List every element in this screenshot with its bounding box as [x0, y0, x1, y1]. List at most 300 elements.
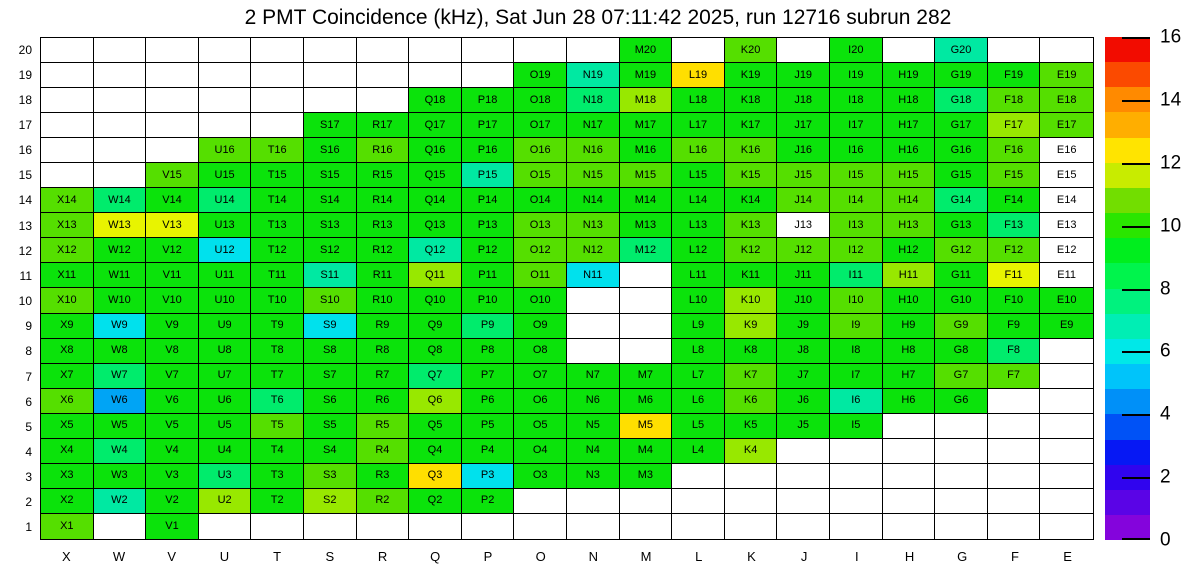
colorbar-band	[1105, 263, 1150, 288]
grid-cell: M5	[620, 414, 673, 439]
colorbar-band	[1105, 440, 1150, 465]
grid-cell: N14	[567, 188, 620, 213]
grid-cell: V4	[146, 439, 199, 464]
grid-cell-empty	[514, 38, 567, 63]
grid-cell: K9	[725, 314, 778, 339]
grid-cell: Q4	[409, 439, 462, 464]
grid-cell: T5	[251, 414, 304, 439]
grid-cell-empty	[777, 514, 830, 539]
column-label: R	[377, 548, 388, 564]
grid-cell: X11	[41, 263, 94, 288]
grid-cell: O14	[514, 188, 567, 213]
grid-cell-empty	[146, 38, 199, 63]
grid-cell: L4	[672, 439, 725, 464]
grid-cell: U14	[199, 188, 252, 213]
grid-cell: O19	[514, 63, 567, 88]
grid-cell: G19	[935, 63, 988, 88]
grid-cell: J9	[777, 314, 830, 339]
grid-cell: F15	[988, 163, 1041, 188]
grid-cell: O11	[514, 263, 567, 288]
grid-cell: U5	[199, 414, 252, 439]
grid-cell: P17	[462, 113, 515, 138]
grid-cell: K18	[725, 88, 778, 113]
grid-cell: T16	[251, 138, 304, 163]
grid-cell: S5	[304, 414, 357, 439]
row-label: 7	[25, 369, 32, 384]
grid-cell-empty	[567, 314, 620, 339]
grid-cell: J14	[777, 188, 830, 213]
grid-cell: X4	[41, 439, 94, 464]
grid-cell: U3	[199, 464, 252, 489]
grid-cell: O3	[514, 464, 567, 489]
grid-cell: I5	[830, 414, 883, 439]
grid-cell-empty	[883, 414, 936, 439]
grid-cell-empty	[41, 163, 94, 188]
grid-cell: S7	[304, 364, 357, 389]
grid-cell: F7	[988, 364, 1041, 389]
column-label: F	[1010, 548, 1019, 564]
grid-cell: N7	[567, 364, 620, 389]
grid-cell: O9	[514, 314, 567, 339]
grid-cell: P13	[462, 213, 515, 238]
grid-cell: X6	[41, 389, 94, 414]
colorbar-band	[1105, 238, 1150, 263]
grid-cell: E19	[1040, 63, 1093, 88]
grid-cell-empty	[988, 389, 1041, 414]
grid-cell: S10	[304, 288, 357, 313]
colorbar-tick	[1122, 163, 1150, 165]
grid-cell: R13	[357, 213, 410, 238]
grid-cell: O15	[514, 163, 567, 188]
grid-cell-empty	[725, 514, 778, 539]
grid-cell: G9	[935, 314, 988, 339]
grid-cell: N5	[567, 414, 620, 439]
grid-cell: Q18	[409, 88, 462, 113]
grid-cell: T9	[251, 314, 304, 339]
grid-cell: U7	[199, 364, 252, 389]
grid-cell-empty	[94, 88, 147, 113]
grid-cell-empty	[199, 88, 252, 113]
grid-cell-empty	[41, 38, 94, 63]
grid-cell-empty	[462, 63, 515, 88]
grid-cell: P12	[462, 238, 515, 263]
grid-cell-empty	[409, 63, 462, 88]
grid-cell-empty	[988, 439, 1041, 464]
grid-cell: H8	[883, 339, 936, 364]
grid-cell-empty	[357, 514, 410, 539]
grid-cell: F19	[988, 63, 1041, 88]
grid-cell-empty	[304, 38, 357, 63]
grid-cell: L12	[672, 238, 725, 263]
row-label: 2	[25, 495, 32, 510]
grid-cell: W9	[94, 314, 147, 339]
grid-cell: N18	[567, 88, 620, 113]
grid-cell: Q15	[409, 163, 462, 188]
grid-cell-empty	[251, 113, 304, 138]
grid-cell: O10	[514, 288, 567, 313]
grid-cell: F11	[988, 263, 1041, 288]
grid-cell: Q12	[409, 238, 462, 263]
grid-cell: L7	[672, 364, 725, 389]
row-label: 13	[18, 218, 32, 233]
grid-cell: R8	[357, 339, 410, 364]
grid-cell: M19	[620, 63, 673, 88]
grid-cell: E15	[1040, 163, 1093, 188]
colorbar-tick	[1122, 414, 1150, 416]
grid-cell: P4	[462, 439, 515, 464]
grid-cell: F8	[988, 339, 1041, 364]
grid-cell: K5	[725, 414, 778, 439]
grid-cell: H10	[883, 288, 936, 313]
grid-cell: Q8	[409, 339, 462, 364]
grid-cell: T13	[251, 213, 304, 238]
grid-cell: G6	[935, 389, 988, 414]
colorbar-band	[1105, 389, 1150, 414]
grid-cell: W10	[94, 288, 147, 313]
grid-cell: T2	[251, 489, 304, 514]
grid-cell-empty	[777, 38, 830, 63]
column-label: L	[695, 548, 703, 564]
grid-cell: I16	[830, 138, 883, 163]
grid-cell: U15	[199, 163, 252, 188]
colorbar-tick	[1122, 100, 1150, 102]
grid-cell: J12	[777, 238, 830, 263]
grid-cell: G18	[935, 88, 988, 113]
grid-cell: L15	[672, 163, 725, 188]
grid-cell: S3	[304, 464, 357, 489]
grid-cell: H11	[883, 263, 936, 288]
grid-cell: X13	[41, 213, 94, 238]
grid-cell: K14	[725, 188, 778, 213]
grid-cell: M15	[620, 163, 673, 188]
grid-cell: I11	[830, 263, 883, 288]
grid-cell: V6	[146, 389, 199, 414]
grid-cell-empty	[409, 514, 462, 539]
grid-cell: S15	[304, 163, 357, 188]
grid-cell: W14	[94, 188, 147, 213]
grid-cell: Q9	[409, 314, 462, 339]
grid-cell: L18	[672, 88, 725, 113]
grid-cell: V9	[146, 314, 199, 339]
grid-cell-empty	[462, 38, 515, 63]
grid-cell: S13	[304, 213, 357, 238]
row-label: 16	[18, 143, 32, 158]
grid-cell: M6	[620, 389, 673, 414]
grid-cell: X8	[41, 339, 94, 364]
grid-cell: H6	[883, 389, 936, 414]
grid-cell: R9	[357, 314, 410, 339]
grid-cell: E13	[1040, 213, 1093, 238]
colorbar-tick-label: 2	[1160, 466, 1171, 488]
grid-cell: G12	[935, 238, 988, 263]
grid-cell-empty	[146, 88, 199, 113]
grid-cell: W7	[94, 364, 147, 389]
grid-cell: L5	[672, 414, 725, 439]
grid-cell: I8	[830, 339, 883, 364]
row-label: 12	[18, 243, 32, 258]
grid-cell-empty	[620, 314, 673, 339]
row-label: 6	[25, 394, 32, 409]
grid-cell-empty	[357, 38, 410, 63]
colorbar-tick-label: 6	[1160, 340, 1171, 362]
grid-cell: P10	[462, 288, 515, 313]
grid-cell: H14	[883, 188, 936, 213]
column-label: O	[535, 548, 546, 564]
grid-cell: L11	[672, 263, 725, 288]
grid-cell-empty	[725, 489, 778, 514]
colorbar-band	[1105, 364, 1150, 389]
row-label: 4	[25, 444, 32, 459]
grid-cell-empty	[883, 439, 936, 464]
grid-cell: I6	[830, 389, 883, 414]
grid-cell-empty	[251, 63, 304, 88]
grid-cell: M7	[620, 364, 673, 389]
grid-cell: I17	[830, 113, 883, 138]
grid-cell: R3	[357, 464, 410, 489]
grid-cell: O16	[514, 138, 567, 163]
grid-cell: G8	[935, 339, 988, 364]
grid-cell: I19	[830, 63, 883, 88]
grid-cell-empty	[1040, 514, 1093, 539]
grid-cell-empty	[988, 414, 1041, 439]
grid-cell: E10	[1040, 288, 1093, 313]
grid-cell-empty	[1040, 38, 1093, 63]
grid-cell: H7	[883, 364, 936, 389]
grid-cell: H15	[883, 163, 936, 188]
grid-cell: J5	[777, 414, 830, 439]
grid-cell: P8	[462, 339, 515, 364]
column-label: X	[62, 548, 71, 564]
grid-cell: R15	[357, 163, 410, 188]
grid-cell: K17	[725, 113, 778, 138]
grid-cell: F18	[988, 88, 1041, 113]
grid-cell: U16	[199, 138, 252, 163]
column-label: T	[273, 548, 282, 564]
grid-cell: F16	[988, 138, 1041, 163]
colorbar-band	[1105, 515, 1150, 540]
grid-cell: L8	[672, 339, 725, 364]
grid-cell-empty	[883, 514, 936, 539]
column-label: V	[167, 548, 177, 564]
grid-cell-empty	[567, 489, 620, 514]
grid-cell: R10	[357, 288, 410, 313]
grid-cell: S12	[304, 238, 357, 263]
grid-cell: H18	[883, 88, 936, 113]
grid-cell: Q7	[409, 364, 462, 389]
grid-cell-empty	[1040, 389, 1093, 414]
grid-cell: W4	[94, 439, 147, 464]
grid-cell-empty	[41, 138, 94, 163]
grid-cell-empty	[883, 489, 936, 514]
grid-cell: U6	[199, 389, 252, 414]
grid-cell: E9	[1040, 314, 1093, 339]
row-label: 14	[18, 193, 32, 208]
grid-cell: U11	[199, 263, 252, 288]
grid-cell: W3	[94, 464, 147, 489]
grid-cell: P7	[462, 364, 515, 389]
grid-cell-empty	[620, 514, 673, 539]
grid-cell-empty	[935, 514, 988, 539]
colorbar-band	[1105, 37, 1150, 62]
grid-cell: E14	[1040, 188, 1093, 213]
grid-cell: G14	[935, 188, 988, 213]
grid-cell: J19	[777, 63, 830, 88]
grid-cell: X1	[41, 514, 94, 539]
grid-cell: I15	[830, 163, 883, 188]
grid-cell: M4	[620, 439, 673, 464]
grid-cell: F17	[988, 113, 1041, 138]
grid-cell: R16	[357, 138, 410, 163]
grid-cell: X10	[41, 288, 94, 313]
grid-cell: M14	[620, 188, 673, 213]
grid-cell-empty	[514, 514, 567, 539]
grid-cell: T4	[251, 439, 304, 464]
grid-cell-empty	[672, 38, 725, 63]
grid-cell: R12	[357, 238, 410, 263]
grid-cell-empty	[567, 38, 620, 63]
grid-cell: I7	[830, 364, 883, 389]
grid-cell: J13	[777, 213, 830, 238]
grid-cell-empty	[620, 288, 673, 313]
grid-cell: H13	[883, 213, 936, 238]
grid-cell: F14	[988, 188, 1041, 213]
grid-cell-empty	[357, 88, 410, 113]
column-label: W	[112, 548, 126, 564]
grid-cell: U13	[199, 213, 252, 238]
grid-cell: Q17	[409, 113, 462, 138]
grid-cell: S4	[304, 439, 357, 464]
grid-cell: U8	[199, 339, 252, 364]
grid-cell-empty	[41, 88, 94, 113]
grid-cell-empty	[41, 63, 94, 88]
grid-cell: R5	[357, 414, 410, 439]
grid-cell: V13	[146, 213, 199, 238]
grid-cell: P6	[462, 389, 515, 414]
row-label: 20	[18, 42, 32, 57]
grid-cell: E11	[1040, 263, 1093, 288]
grid-cell: P11	[462, 263, 515, 288]
column-label: H	[904, 548, 915, 564]
grid-cell: W5	[94, 414, 147, 439]
grid-cell-empty	[146, 113, 199, 138]
grid-cell: M3	[620, 464, 673, 489]
grid-cell: V7	[146, 364, 199, 389]
grid-cell: V1	[146, 514, 199, 539]
grid-cell: R17	[357, 113, 410, 138]
column-label: P	[483, 548, 493, 564]
grid-cell: T11	[251, 263, 304, 288]
grid-cell: N12	[567, 238, 620, 263]
grid-cell-empty	[199, 38, 252, 63]
grid-cell: V12	[146, 238, 199, 263]
grid-cell-empty	[567, 339, 620, 364]
grid-cell-empty	[620, 339, 673, 364]
grid-cell: L19	[672, 63, 725, 88]
colorbar-tick	[1122, 226, 1150, 228]
grid-cell: W6	[94, 389, 147, 414]
grid-cell: R7	[357, 364, 410, 389]
grid-cell-empty	[988, 464, 1041, 489]
grid-cell: S8	[304, 339, 357, 364]
grid-cell: P14	[462, 188, 515, 213]
grid-cell: M16	[620, 138, 673, 163]
grid-cell: N11	[567, 263, 620, 288]
grid-cell: J8	[777, 339, 830, 364]
column-label: I	[855, 548, 859, 564]
grid-cell: O5	[514, 414, 567, 439]
grid-cell-empty	[304, 88, 357, 113]
grid-cell: K19	[725, 63, 778, 88]
grid-cell-empty	[935, 489, 988, 514]
grid-cell: F12	[988, 238, 1041, 263]
grid-cell-empty	[777, 439, 830, 464]
colorbar-tick-label: 0	[1160, 529, 1171, 551]
row-label: 3	[25, 470, 32, 485]
column-label: Q	[430, 548, 441, 564]
grid-cell-empty	[935, 464, 988, 489]
grid-cell: M20	[620, 38, 673, 63]
grid-cell-empty	[146, 63, 199, 88]
grid-cell: X9	[41, 314, 94, 339]
grid-cell: I13	[830, 213, 883, 238]
colorbar-tick-label: 8	[1160, 278, 1171, 299]
grid-cell-empty	[304, 63, 357, 88]
grid-cell: X14	[41, 188, 94, 213]
grid-cell: R14	[357, 188, 410, 213]
grid-cell-empty	[94, 63, 147, 88]
grid-cell: J7	[777, 364, 830, 389]
grid-cell: F13	[988, 213, 1041, 238]
grid-cell-empty	[988, 514, 1041, 539]
grid-cell: F9	[988, 314, 1041, 339]
grid-cell: K20	[725, 38, 778, 63]
grid-cell: T12	[251, 238, 304, 263]
grid-cell: R4	[357, 439, 410, 464]
colorbar-band	[1105, 163, 1150, 188]
row-label: 1	[25, 520, 32, 535]
row-label: 5	[25, 419, 32, 434]
grid-cell: M13	[620, 213, 673, 238]
grid-cell-empty	[935, 414, 988, 439]
grid-cell-empty	[94, 38, 147, 63]
grid-cell: G16	[935, 138, 988, 163]
grid-cell: O8	[514, 339, 567, 364]
grid-cell-empty	[777, 489, 830, 514]
grid-cell: T6	[251, 389, 304, 414]
grid-cell: Q3	[409, 464, 462, 489]
grid-cell: V5	[146, 414, 199, 439]
column-label: G	[957, 548, 968, 564]
grid-cell-empty	[409, 38, 462, 63]
grid-cell: O6	[514, 389, 567, 414]
grid-cell: U10	[199, 288, 252, 313]
grid-cell-empty	[777, 464, 830, 489]
column-label: U	[219, 548, 230, 564]
grid-cell: K7	[725, 364, 778, 389]
grid-cell: R2	[357, 489, 410, 514]
grid-cell: K8	[725, 339, 778, 364]
colorbar-tick	[1122, 289, 1150, 291]
grid-cell: T7	[251, 364, 304, 389]
column-label: S	[325, 548, 335, 564]
colorbar-tick-label: 10	[1160, 215, 1182, 237]
grid-cell: H19	[883, 63, 936, 88]
grid-cell: H9	[883, 314, 936, 339]
grid-cell: Q14	[409, 188, 462, 213]
grid-cell-empty	[1040, 439, 1093, 464]
grid-cell: P18	[462, 88, 515, 113]
grid-cell: U9	[199, 314, 252, 339]
